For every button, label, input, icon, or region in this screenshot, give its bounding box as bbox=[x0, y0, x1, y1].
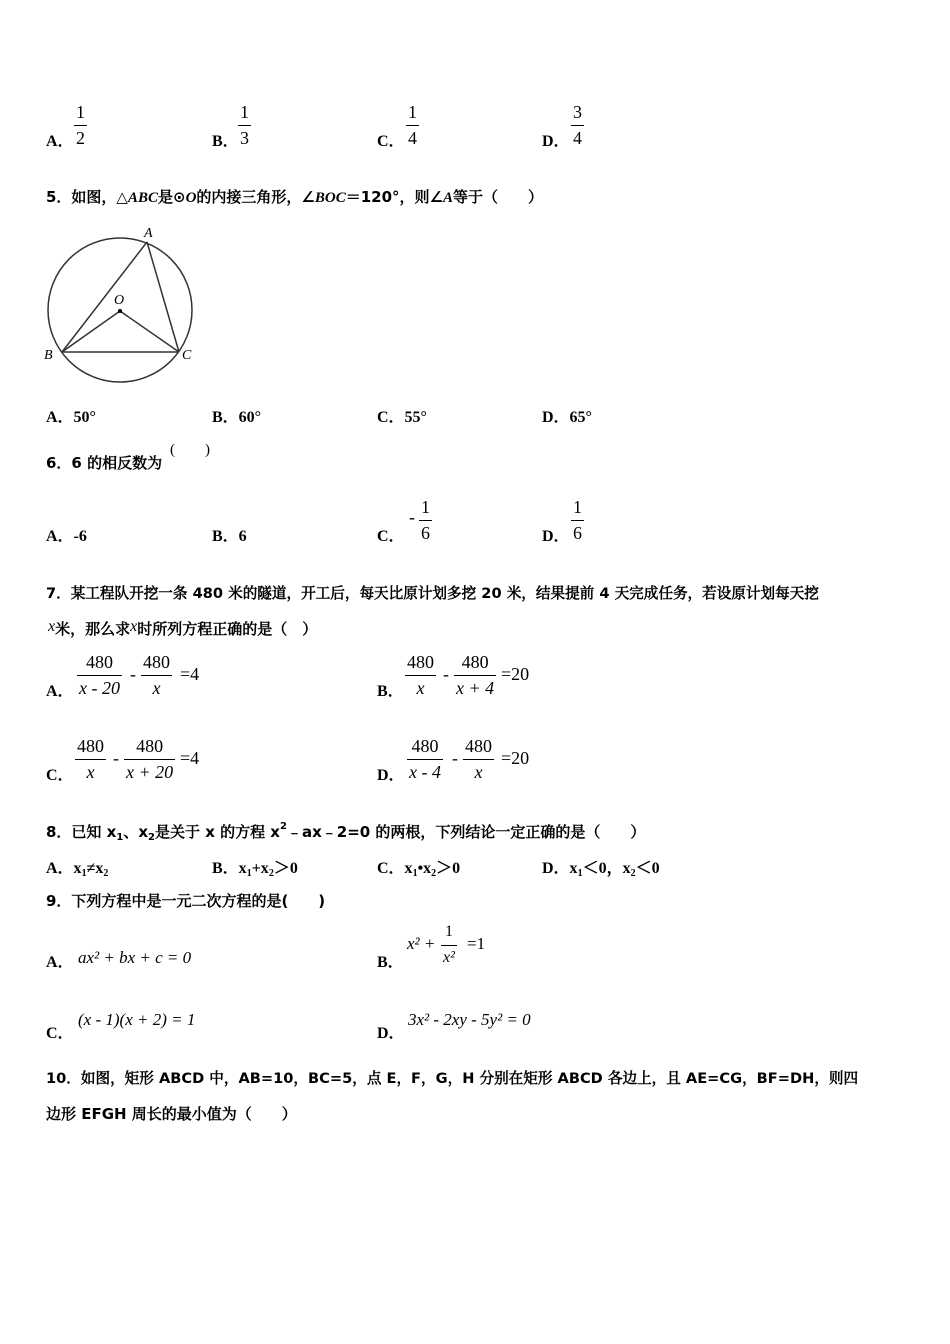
q4-option-c-label: C． bbox=[377, 133, 405, 150]
q6-c-denominator: 6 bbox=[421, 523, 430, 543]
q6-paren: ( ) bbox=[170, 442, 210, 458]
q4-option-b-fraction bbox=[238, 102, 251, 148]
q8-d-mid: ＜0，x bbox=[582, 860, 631, 877]
q9-option-d-expr: 3x² - 2xy - 5y² = 0 bbox=[408, 1010, 531, 1029]
q8-c-s1: 1 bbox=[412, 868, 418, 879]
q7-c-fraction-1 bbox=[75, 736, 106, 782]
q7-b-den2: x + 4 bbox=[456, 678, 495, 698]
q7-stem-line1: 7．某工程队开挖一条 480 米的隧道，开工后，每天比原计划多挖 20 米，结果提前 4 天完成任务，若设原计划每天挖 bbox=[46, 585, 819, 602]
q8-stem-b: 、x bbox=[123, 823, 148, 841]
segment-ac bbox=[147, 242, 179, 352]
q8-stem bbox=[46, 821, 645, 843]
q5-option-c: C．55° bbox=[377, 409, 427, 426]
q9-b-den: x² bbox=[443, 949, 455, 966]
q4-b-numerator: 1 bbox=[240, 102, 249, 122]
q6-option-d-fraction bbox=[571, 497, 584, 543]
q5-mid1: 是⊙ bbox=[158, 188, 186, 206]
q4-c-numerator: 1 bbox=[408, 102, 417, 122]
q9-b-fraction bbox=[441, 922, 457, 968]
q7-b-fraction-2 bbox=[454, 652, 496, 698]
q4-option-a-label: A． bbox=[46, 133, 74, 150]
q9-stem: 9．下列方程中是一元二次方程的是( ) bbox=[46, 892, 326, 910]
label-o: O bbox=[114, 293, 125, 308]
q9-option-c-label: C． bbox=[46, 1025, 74, 1042]
q9-option-b-lhs: x² + bbox=[407, 934, 436, 953]
q4-d-denominator: 4 bbox=[573, 128, 582, 148]
q7-b-num2: 480 bbox=[461, 652, 489, 672]
q9-option-a-label: A． bbox=[46, 954, 74, 971]
q5-boc: BOC bbox=[314, 190, 346, 206]
q9-option-c-expr: (x - 1)(x + 2) = 1 bbox=[78, 1010, 196, 1029]
q7-d-den2: x bbox=[474, 762, 483, 782]
q6-option-d-label: D． bbox=[542, 528, 570, 545]
q5-mid2: 的内接三角形，∠ bbox=[196, 188, 315, 206]
q5-o: O bbox=[185, 190, 197, 206]
q8-d-s2: 2 bbox=[630, 868, 636, 879]
q8-option-d bbox=[542, 855, 660, 879]
label-c: C bbox=[182, 348, 192, 363]
q9-option-b-rhs: =1 bbox=[467, 934, 486, 953]
q7-d-num2: 480 bbox=[465, 736, 492, 756]
q8-c-label: C．x bbox=[377, 860, 413, 877]
q7-option-c-label: C． bbox=[46, 767, 74, 784]
q6-option-c-label: C． bbox=[377, 528, 405, 545]
q6-option-a: A．-6 bbox=[46, 528, 87, 545]
q7-line2b: 时所列方程正确的是（ ） bbox=[137, 620, 318, 638]
q7-line2a: 米，那么求 bbox=[55, 620, 131, 638]
q6-c-numerator: 1 bbox=[421, 497, 430, 517]
q6-option-c-sign: - bbox=[409, 507, 415, 527]
q8-option-a bbox=[46, 855, 108, 879]
q5-option-b: B．60° bbox=[212, 409, 262, 426]
q7-b-fraction-1 bbox=[405, 652, 436, 698]
q5-option-d: D．65° bbox=[542, 409, 592, 426]
q8-a-label: A．x bbox=[46, 860, 82, 877]
q4-b-denominator: 3 bbox=[240, 128, 249, 148]
label-b: B bbox=[44, 348, 53, 363]
q4-option-d-label: D． bbox=[542, 133, 570, 150]
q7-b-den1: x bbox=[416, 678, 425, 698]
q5-a: A bbox=[442, 190, 453, 206]
q6-option-c-fraction bbox=[419, 497, 432, 543]
q8-a-s2: 2 bbox=[103, 868, 109, 879]
q8-stem-a: 8．已知 x bbox=[46, 823, 117, 841]
q7-var-x-2: x bbox=[130, 618, 138, 635]
q8-d-end: ＜0 bbox=[635, 860, 660, 877]
q7-option-b-label: B． bbox=[377, 683, 404, 700]
q6-option-b: B．6 bbox=[212, 528, 247, 545]
segment-ob bbox=[62, 311, 120, 352]
q10-stem-line2: 边形 EFGH 周长的最小值为（ ） bbox=[46, 1105, 297, 1123]
q7-d-fraction-2 bbox=[463, 736, 494, 782]
q7-d-den1: x - 4 bbox=[409, 762, 441, 782]
q8-a-mid: ≠x bbox=[86, 860, 104, 877]
q7-d-num1: 480 bbox=[411, 736, 439, 756]
q7-a-rhs: =4 bbox=[180, 664, 200, 684]
q4-option-d-fraction bbox=[571, 102, 584, 148]
segment-oc bbox=[120, 311, 179, 352]
q8-sup2: 2 bbox=[280, 821, 287, 832]
q7-d-rhs: =20 bbox=[501, 748, 530, 768]
q4-option-b-label: B． bbox=[212, 133, 239, 150]
q4-a-denominator: 2 bbox=[76, 128, 85, 148]
q5-stem bbox=[46, 186, 543, 207]
label-a: A bbox=[144, 226, 153, 241]
q7-a-den2: x bbox=[152, 678, 161, 698]
q8-c-mid: •x bbox=[417, 860, 432, 877]
q5-suffix: 等于（ ） bbox=[453, 188, 544, 206]
q5-option-a: A．50° bbox=[46, 409, 96, 426]
q7-c-minus: - bbox=[113, 748, 119, 768]
q9-option-b-label: B． bbox=[377, 954, 404, 971]
q7-a-num2: 480 bbox=[143, 652, 170, 672]
q8-sub2: 2 bbox=[148, 832, 155, 843]
q7-c-fraction-2 bbox=[124, 736, 175, 782]
q7-c-den1: x bbox=[86, 762, 95, 782]
q8-b-mid: +x bbox=[251, 860, 269, 877]
q8-stem-d: ﹣ax﹣2=0 的两根，下列结论一定正确的是（ ） bbox=[286, 823, 646, 841]
q7-c-num1: 480 bbox=[77, 736, 104, 756]
q4-c-denominator: 4 bbox=[408, 128, 417, 148]
q7-a-fraction-2 bbox=[141, 652, 172, 698]
q7-a-num1: 480 bbox=[85, 652, 113, 672]
q5-circle-figure bbox=[40, 222, 200, 387]
q7-d-minus: - bbox=[452, 748, 458, 768]
q5-prefix: 5．如图，△ bbox=[46, 188, 128, 206]
q8-option-b bbox=[212, 855, 298, 879]
q7-stem-line2 bbox=[48, 618, 317, 639]
q5-mid3: ＝120°，则∠ bbox=[345, 188, 443, 206]
q7-c-num2: 480 bbox=[136, 736, 164, 756]
q8-sub1: 1 bbox=[116, 832, 124, 843]
q8-c-s2: 2 bbox=[431, 868, 437, 879]
q7-d-fraction-1 bbox=[407, 736, 443, 782]
q8-b-end: ＞0 bbox=[273, 860, 298, 877]
q8-option-c bbox=[377, 855, 460, 879]
q9-option-a-expr: ax² + bx + c = 0 bbox=[78, 948, 192, 967]
q7-a-fraction-1 bbox=[77, 652, 122, 698]
q8-d-label: D．x bbox=[542, 860, 578, 877]
q4-option-a-fraction bbox=[74, 102, 87, 148]
q7-a-minus: - bbox=[130, 664, 136, 684]
q7-b-num1: 480 bbox=[407, 652, 434, 672]
q7-option-a-label: A． bbox=[46, 683, 74, 700]
q7-c-rhs: =4 bbox=[180, 748, 200, 768]
q6-stem: 6．6 的相反数为 bbox=[46, 454, 163, 472]
q7-var-x-1: x bbox=[48, 618, 56, 635]
q7-a-den1: x - 20 bbox=[79, 678, 120, 698]
segment-ab bbox=[62, 242, 147, 352]
q8-d-s1: 1 bbox=[577, 868, 583, 879]
q7-b-minus: - bbox=[443, 664, 449, 684]
q7-c-den2: x + 20 bbox=[126, 762, 174, 782]
q8-stem-c: 是关于 x 的方程 x bbox=[154, 823, 280, 841]
q4-d-numerator: 3 bbox=[573, 102, 582, 122]
q4-a-numerator: 1 bbox=[76, 102, 85, 122]
center-point bbox=[118, 309, 122, 313]
q7-b-rhs: =20 bbox=[501, 664, 530, 684]
q5-abc: ABC bbox=[127, 190, 158, 206]
q6-d-denominator: 6 bbox=[573, 523, 582, 543]
q9-option-d-label: D． bbox=[377, 1025, 405, 1042]
q8-b-s2: 2 bbox=[268, 868, 274, 879]
q4-option-c-fraction bbox=[406, 102, 419, 148]
q8-c-end: ＞0 bbox=[436, 860, 461, 877]
q8-b-label: B．x bbox=[212, 860, 247, 877]
q7-option-d-label: D． bbox=[377, 767, 405, 784]
q8-a-s1: 1 bbox=[81, 868, 87, 879]
q8-b-s1: 1 bbox=[246, 868, 252, 879]
q10-stem-line1: 10．如图，矩形 ABCD 中，AB=10，BC=5，点 E，F，G，H 分别在矩形 ABCD 各边上，且 AE=CG，BF=DH，则四 bbox=[46, 1070, 859, 1087]
q9-b-num: 1 bbox=[444, 923, 453, 940]
q6-d-numerator: 1 bbox=[573, 497, 582, 517]
